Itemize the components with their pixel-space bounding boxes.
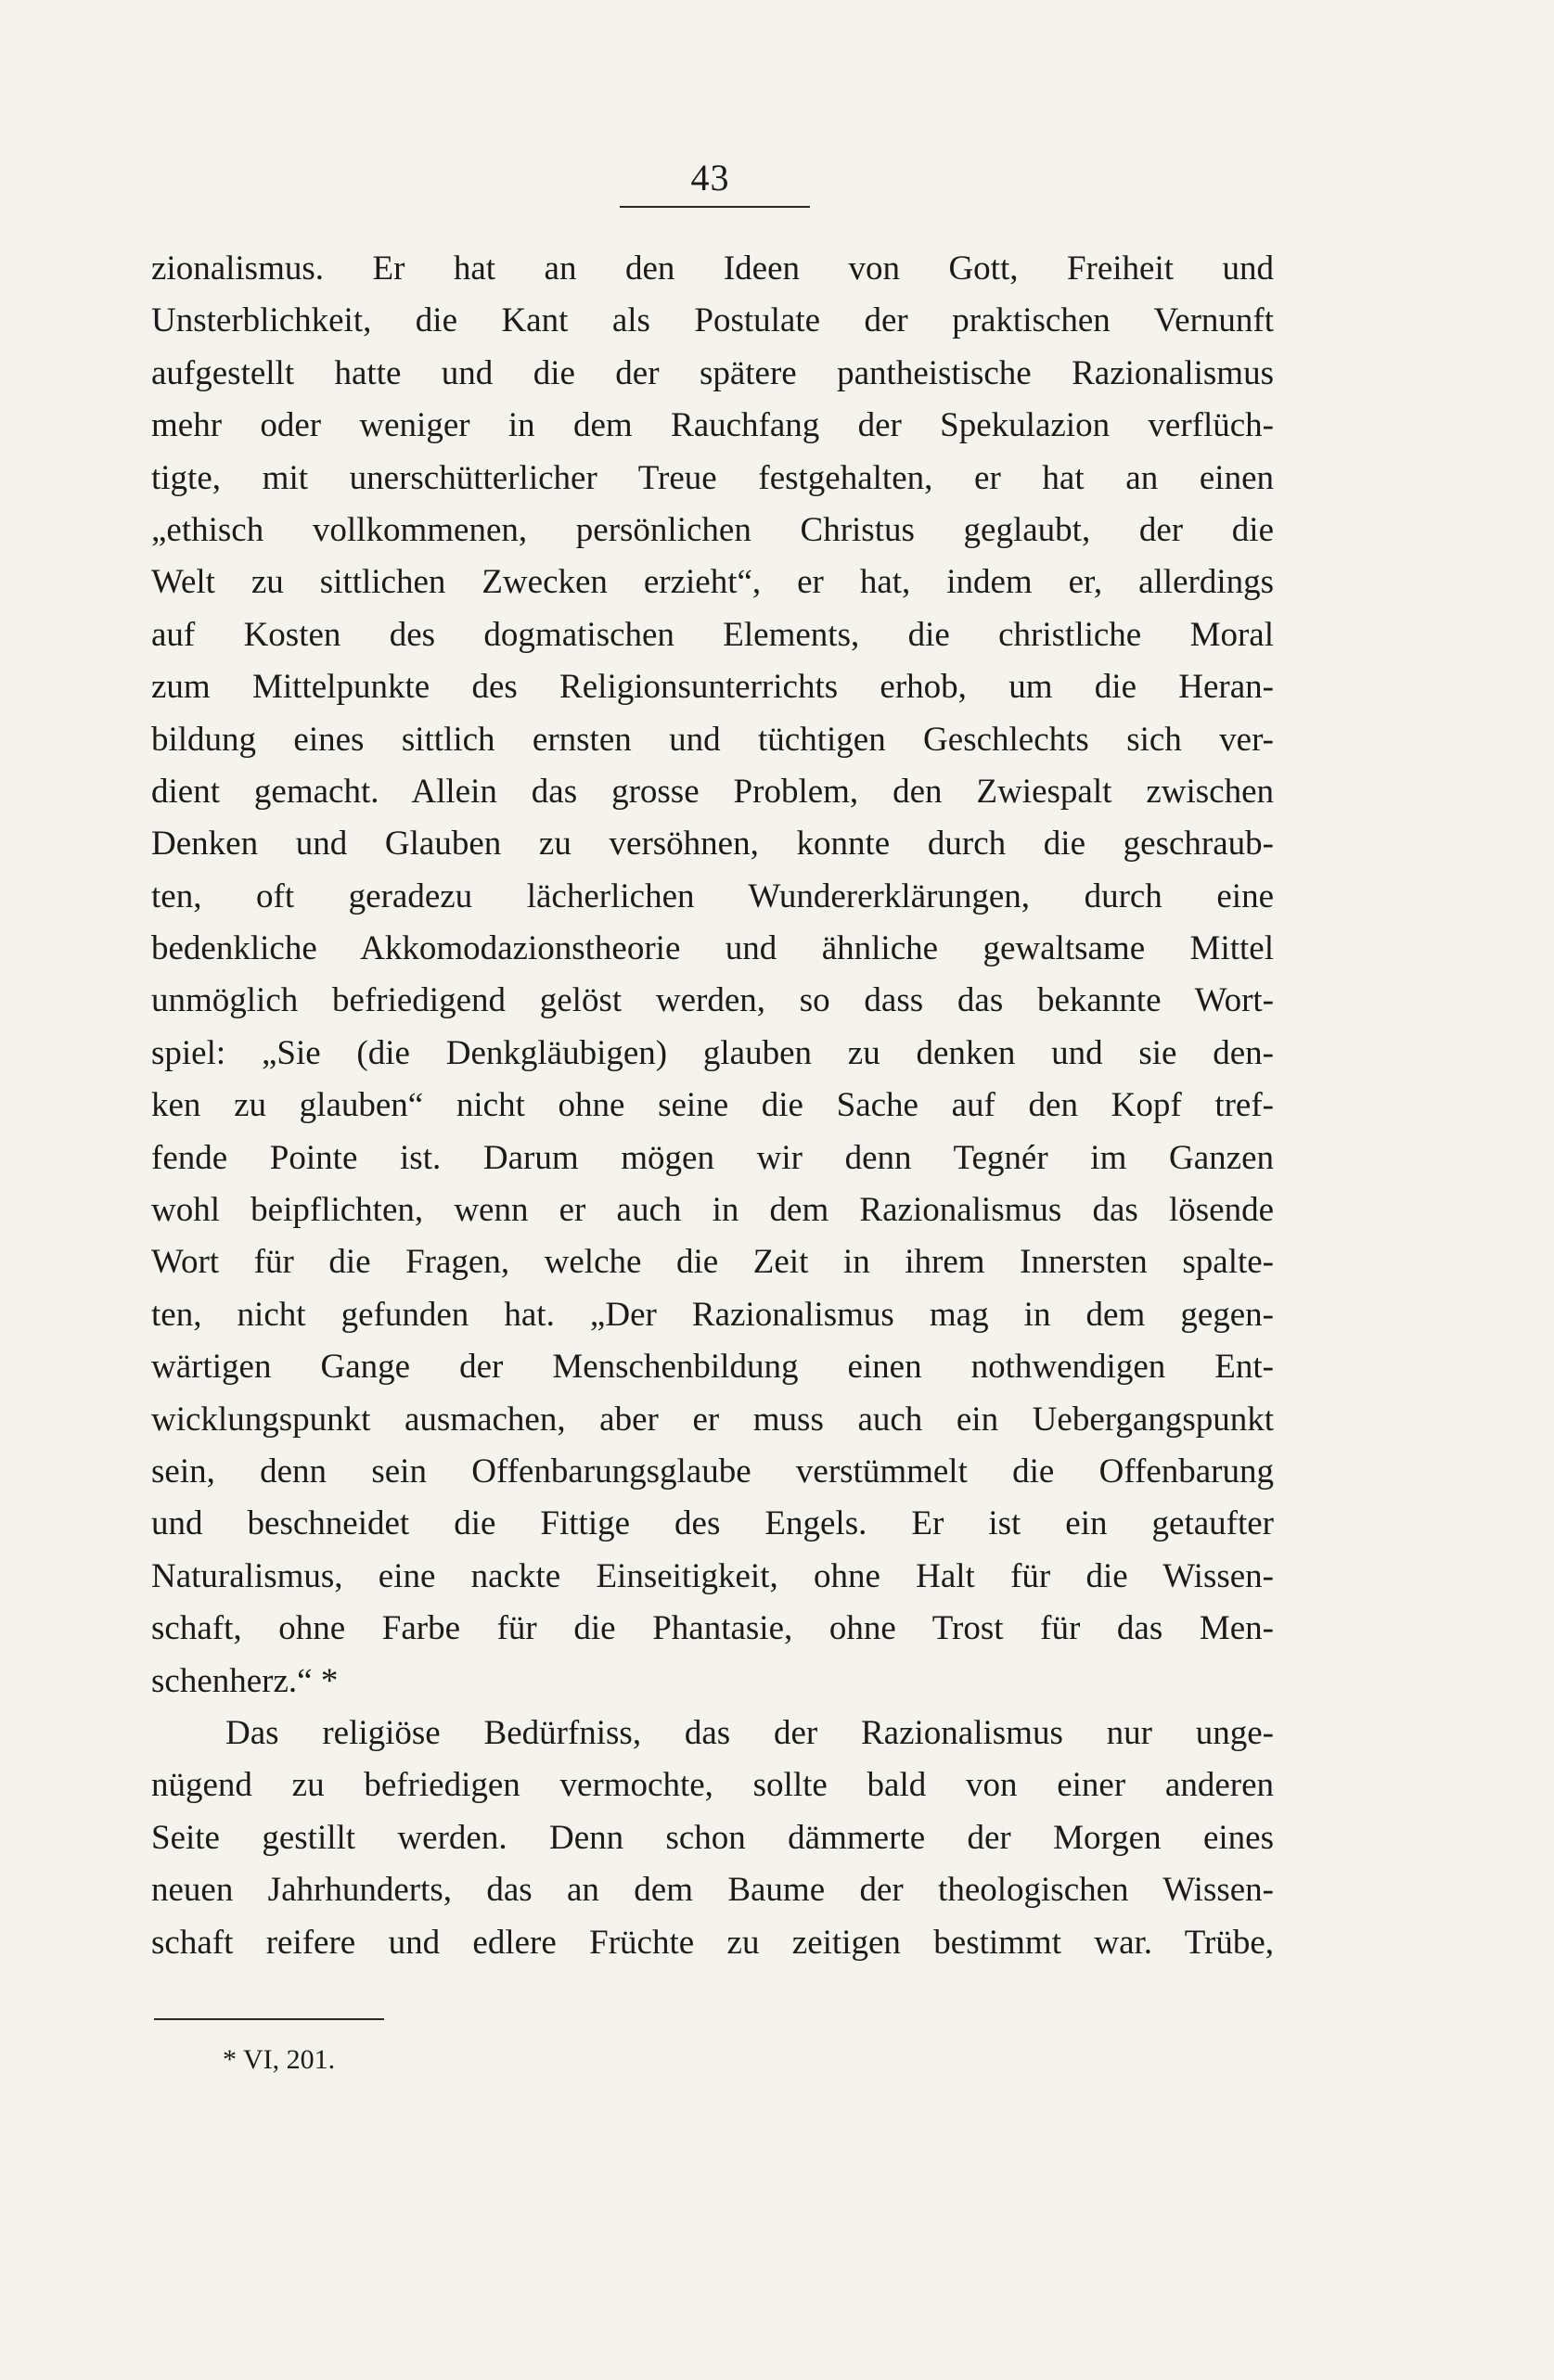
text-line: fende Pointe ist. Darum mögen wir denn Tegnér im Ganzen xyxy=(151,1138,1274,1177)
text-line: neuen Jahrhunderts, das an dem Baume der theologischen Wissen- xyxy=(151,1871,1274,1910)
text-line: nügend zu befriedigen vermochte, sollte bald von einer anderen xyxy=(151,1766,1274,1805)
text-line: mehr oder weniger in dem Rauchfang der Spekulazion verflüch- xyxy=(151,406,1274,445)
paragraph-2 xyxy=(151,1708,1274,1969)
text-line: bedenkliche Akkomodazionstheorie und ähnliche gewaltsame Mittel xyxy=(151,929,1274,968)
header-rule xyxy=(620,206,810,208)
text-line: „ethisch vollkommenen, persönlichen Christus geglaubt, der die xyxy=(151,510,1274,549)
text-line: und beschneidet die Fittige des Engels. Er ist ein getaufter xyxy=(151,1504,1274,1543)
text-line: wohl beipflichten, wenn er auch in dem Razionalismus das lösende xyxy=(151,1191,1274,1230)
text-line: ten, nicht gefunden hat. „Der Razionalismus mag in dem gegen- xyxy=(151,1295,1274,1334)
text-line: bildung eines sittlich ernsten und tüchtigen Geschlechts sich ver- xyxy=(151,720,1274,759)
text-line: sein, denn sein Offenbarungsglaube verstümmelt die Offenbarung xyxy=(151,1452,1274,1491)
body-text xyxy=(151,243,1274,1969)
text-line: schaft reifere und edlere Früchte zu zeitigen bestimmt war. Trübe, xyxy=(151,1923,1274,1962)
text-line: ten, oft geradezu lächerlichen Wundererklärungen, durch eine xyxy=(151,877,1274,915)
text-line: Naturalismus, eine nackte Einseitigkeit, ohne Halt für die Wissen- xyxy=(151,1556,1274,1595)
page-number: 43 xyxy=(690,157,730,198)
text-line: dient gemacht. Allein das grosse Problem, den Zwiespalt zwischen xyxy=(151,772,1274,811)
text-line: ken zu glauben“ nicht ohne seine die Sache auf den Kopf tref- xyxy=(151,1086,1274,1125)
text-line: zum Mittelpunkte des Religionsunterrichts erhob, um die Heran- xyxy=(151,668,1274,707)
text-line: wicklungspunkt ausmachen, aber er muss auch ein Uebergangspunkt xyxy=(151,1400,1274,1439)
text-line: schaft, ohne Farbe für die Phantasie, ohne Trost für das Men- xyxy=(151,1609,1274,1648)
footnote: * VI, 201. xyxy=(223,2044,336,2075)
text-line: Unsterblichkeit, die Kant als Postulate der praktischen Vernunft xyxy=(151,301,1274,340)
text-line: Das religiöse Bedürfniss, das der Razionalismus nur unge- xyxy=(225,1713,1274,1752)
text-line: auf Kosten des dogmatischen Elements, die christliche Moral xyxy=(151,615,1274,654)
text-line: Welt zu sittlichen Zwecken erzieht“, er hat, indem er, allerdings xyxy=(151,563,1274,602)
text-line: schenherz.“ * xyxy=(151,1661,339,1700)
text-line: wärtigen Gange der Menschenbildung einen nothwendigen Ent- xyxy=(151,1348,1274,1387)
text-line: Wort für die Fragen, welche die Zeit in ihrem Innersten spalte- xyxy=(151,1243,1274,1282)
text-line: spiel: „Sie (die Denkgläubigen) glauben zu denken und sie den- xyxy=(151,1033,1274,1072)
text-line: zionalismus. Er hat an den Ideen von Gott, Freiheit und xyxy=(151,250,1274,288)
text-line: aufgestellt hatte und die der spätere pantheistische Razionalismus xyxy=(151,353,1274,392)
text-line: Seite gestillt werden. Denn schon dämmerte der Morgen eines xyxy=(151,1818,1274,1857)
text-line: Denken und Glauben zu versöhnen, konnte durch die geschraub- xyxy=(151,825,1274,864)
text-line: unmöglich befriedigend gelöst werden, so dass das bekannte Wort- xyxy=(151,981,1274,1020)
footnote-rule xyxy=(154,2018,384,2020)
text-line: tigte, mit unerschütterlicher Treue festgehalten, er hat an einen xyxy=(151,458,1274,497)
paragraph-1 xyxy=(151,243,1274,1708)
